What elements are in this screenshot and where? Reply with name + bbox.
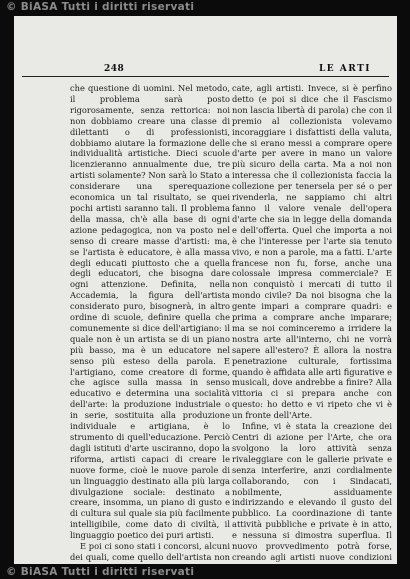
left-column: [70, 83, 230, 564]
right-column: [232, 83, 392, 564]
right-paragraph-1: cate, agli artisti. Invece, si è perfino detto (e poi si dice che il Fascismo non lascia libertà di parola) che con il premio al collezionista volevamo incoraggiare i disfattisti della valuta, che si erano messi a comprare opere d'arte per avere in mano un valore più sicuro della carta. Ma a noi non interessa che il collezionista faccia la collezione per tenersela per sé o per rivenderla, ne sappiamo chi altri fanno il valore venale dell'opera d'arte che sia in legge della domanda e dell'offerta. Quel che importa a noi è che l'interesse per l'arte sia tenuto vivo, e non a parole, ma a fatti. L'arte francese non fu, forse, anche una colossale impresa commerciale? E non conquistò i mercati di tutto il mondo civile? Da noi bisogna che la gente impari a comprare quadri: e prima a comprare anche imparare; ma se noi cominceremo a irridere la nostra arte all'interno, chi ne vorrà sapere all'estero? È allora la nostra penetrazione culturale, fortissima quando è affidata alle arti figurative e musicali, dove andrebbe a finire? Alla vittoria ci si prepara anche con questo: ho detto e vi ripeto che vi è un fronte dell'Arte.: [232, 83, 392, 421]
left-paragraph-2: E poi ci sono stati i concorsi, alcuni dei quali, come quello dell'artista non: [70, 541, 230, 562]
left-paragraph-1: che questione di uomini. Nel metodo, il problema sarà posto rigorosamente, senza rettorica: noi non dobbiamo creare una classe di dilettanti o di professionisti, dobbiamo aiutare la formazione delle individualità artistiche. Dieci scuole licenzieranno annualmente due, tre artisti solamente? Non sarà lo Stato a considerare una sperequazione economica un tal risultato, se quei pochi artisti saranno tali. Il problema della massa, ch'è alla base di ogni azione pedagogica, non va posto nel senso di creare masse d'artisti: ma, se l'artista è educatore, è alla massa degli educati piuttosto che a quella degli educatori, che bisogna dare ogni attenzione. Definita, nella Accademia, la figura dell'artista considerato puro, bisognerà, in altro ordine di scuole, definire quella che comunemente si dice dell'artigiano: il quale non è un artista se di un piano più basso, ma è un educatore nel senso più esteso della parola. E l'artigiano, come creatore di forme, che agisce sulla massa in senso educativo e determina una socialità dell'arte: la produzione industriale o in serie, sostituita alla produzione individuale e artigiana, è lo strumento di quell'educazione. Perciò dagli istituti d'arte usciranno, dopo la riforma, artisti capaci di creare le nuove forme, cioè le nuove parole di un linguaggio destinato alla più larga divulgazione sociale: destinato a creare, insomma, un piano di gusto e di cultura sul quale sia più facilmente intelligibile, come dato di civiltà, il linguaggio poetico dei puri artisti.: [70, 83, 230, 541]
watermark-bottom: © BiASA Tutti i diritti riservati: [6, 566, 195, 578]
document-page: [14, 16, 397, 564]
running-title: LE ARTI: [318, 64, 371, 74]
page-number: 248: [104, 64, 125, 74]
watermark-top: © BiASA Tutti i diritti riservati: [6, 1, 195, 13]
page-header: [14, 64, 397, 80]
right-paragraph-2: Infine, vi è stata la creazione dei Centri di azione per l'Arte, che ora svolgono la loro attività senza rivaleggiare con le gallerie private e senza interferire, anzi cordialmente collaborando, con i Sindacati, nobilmente, assiduamente indirizzando e elevando il gusto del pubblico. La coordinazione di tante attività pubbliche e private è in atto, e nessuna si dimostra superflua. Il nuovo provvedimento potrà forse, creando agli artisti nuove condizioni: [232, 421, 392, 562]
header-rule: [22, 76, 389, 77]
